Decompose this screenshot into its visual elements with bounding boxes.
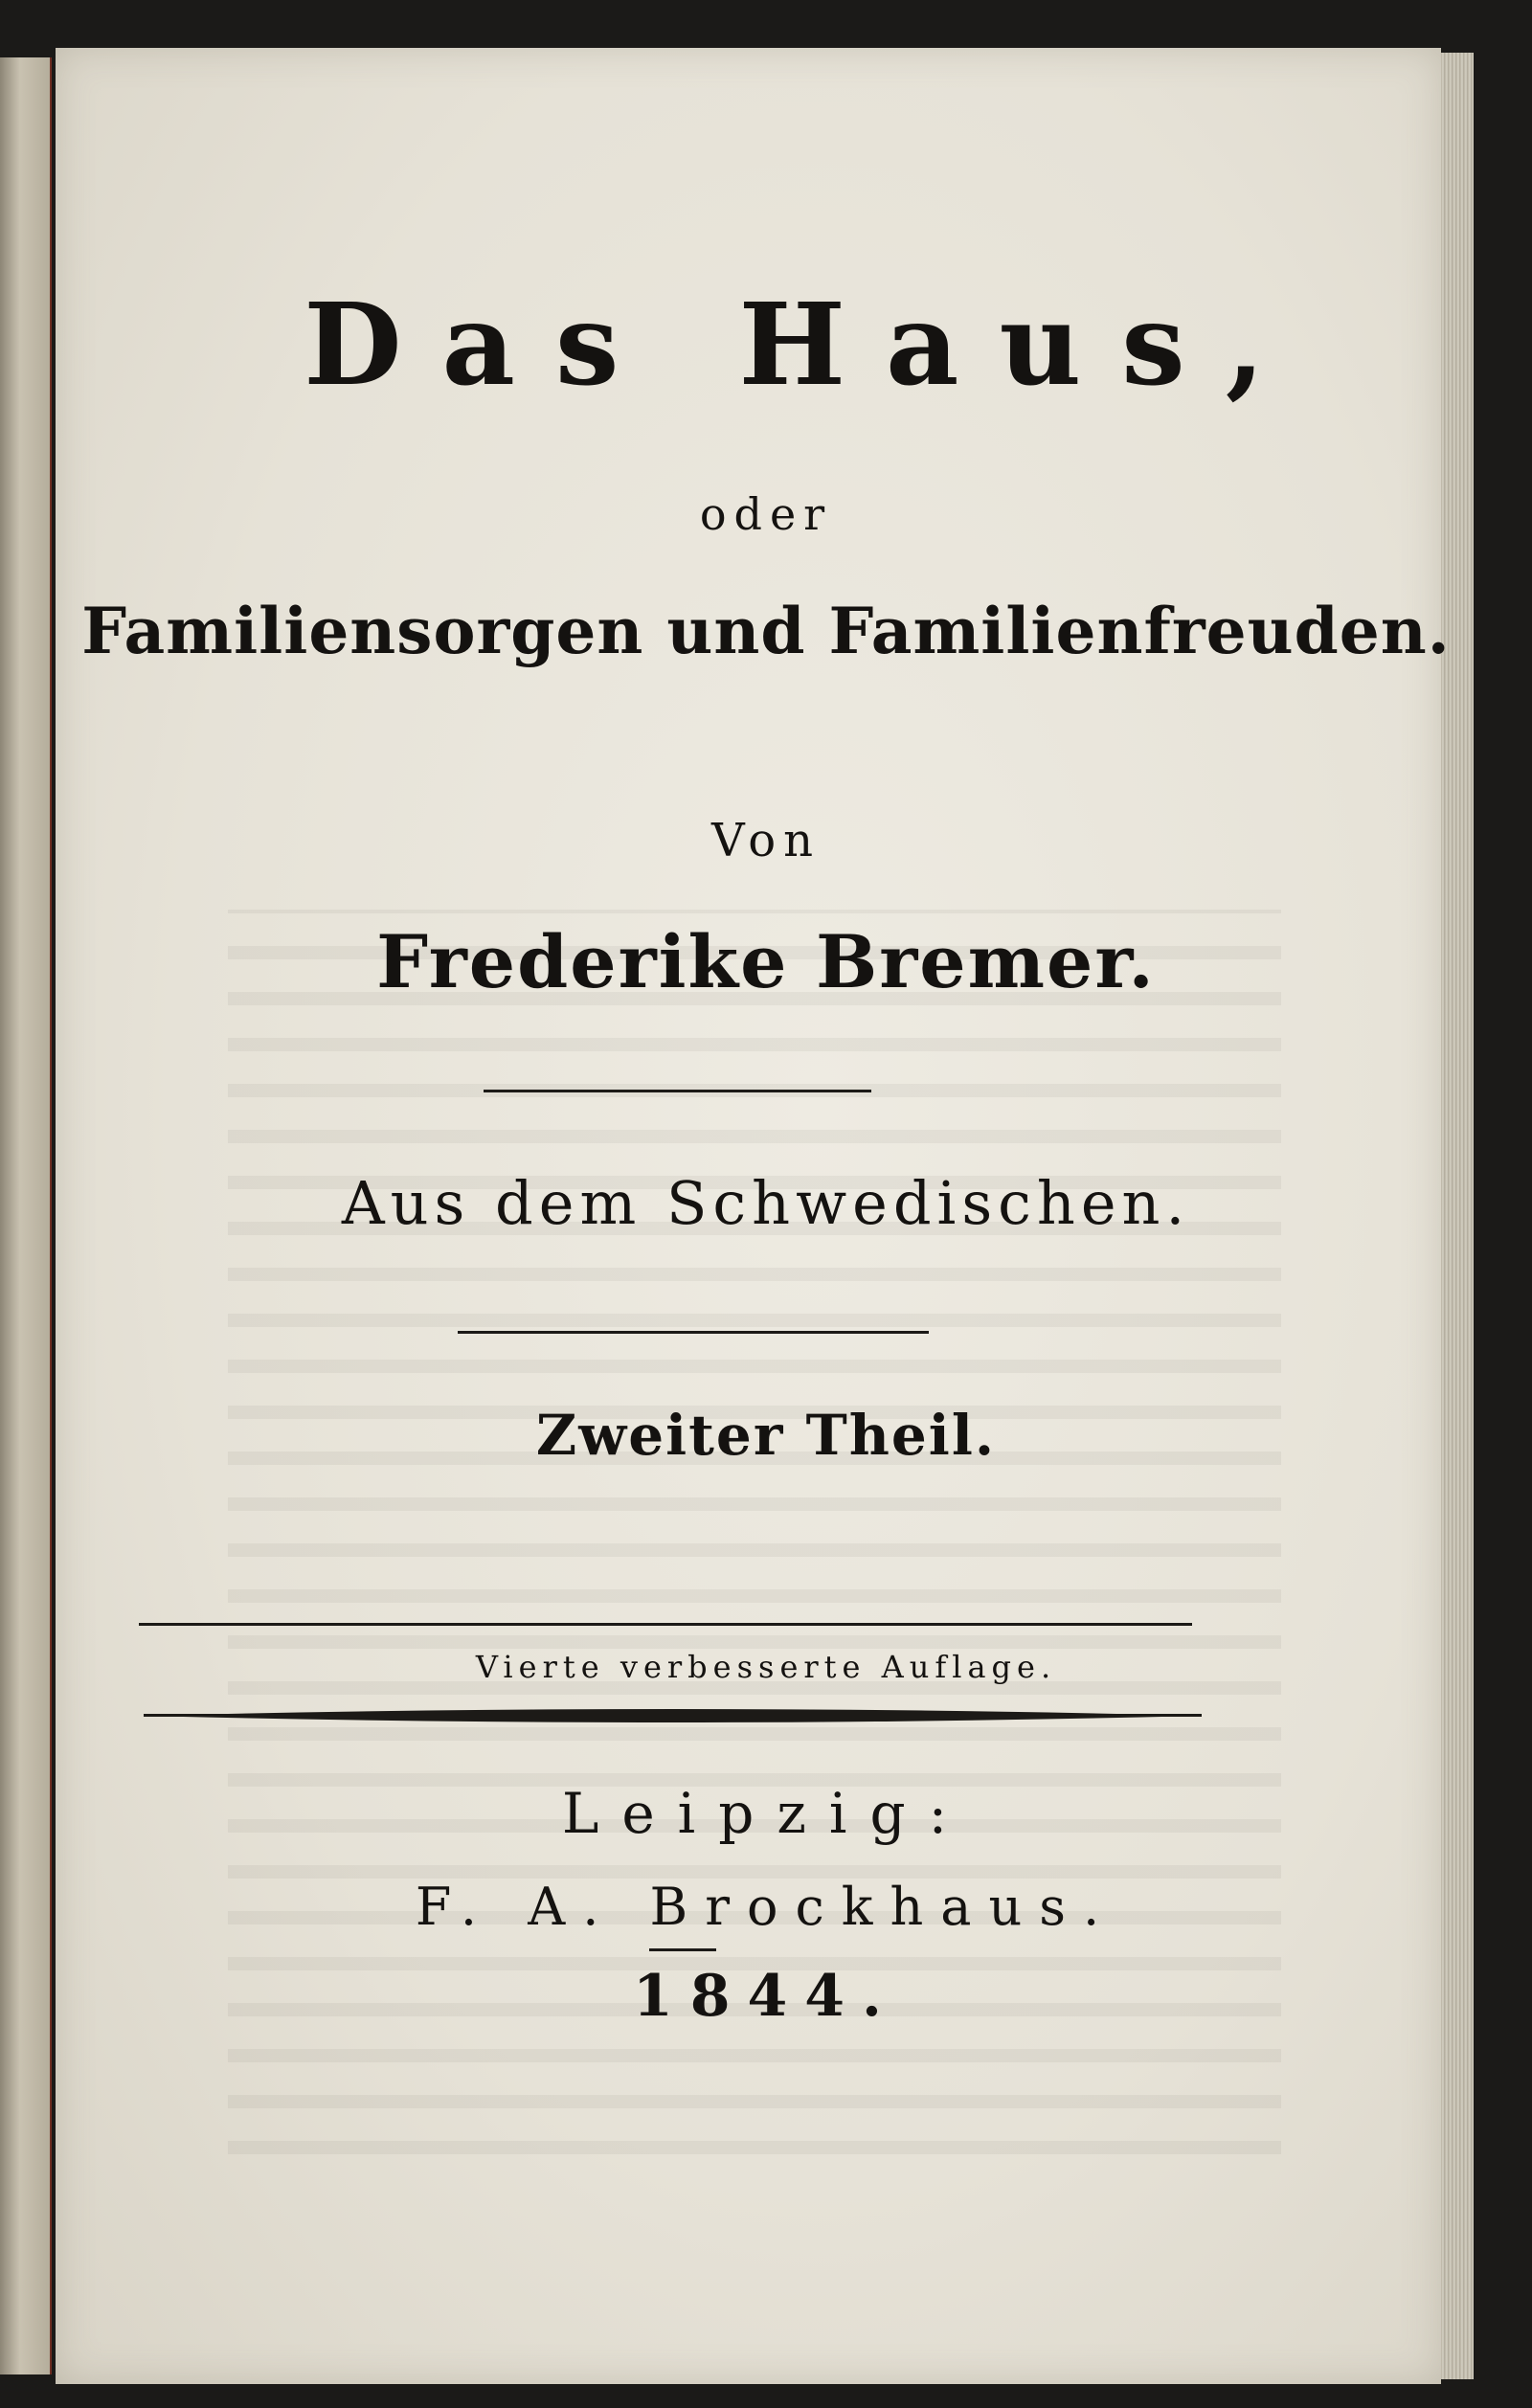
divider-rule-5 bbox=[649, 1948, 716, 1951]
edition-note: Vierte verbesserte Auflage. bbox=[475, 1649, 1057, 1685]
ornamental-swell-rule bbox=[144, 1704, 1202, 1729]
author-name: Frederike Bremer. bbox=[376, 919, 1156, 1004]
imprint-publisher: F. A. Brockhaus. bbox=[415, 1877, 1117, 1937]
by-line: Von bbox=[710, 814, 822, 867]
book-title: Das Haus, bbox=[304, 278, 1305, 411]
divider-rule-3 bbox=[139, 1623, 1192, 1626]
translation-note: Aus dem Schwedischen. bbox=[341, 1168, 1191, 1238]
book-subtitle: Familiensorgen und Familienfreuden. bbox=[81, 594, 1451, 668]
divider-rule-1 bbox=[484, 1090, 871, 1092]
divider-rule-2 bbox=[458, 1331, 929, 1334]
volume-part: Zweiter Theil. bbox=[535, 1403, 997, 1468]
imprint-city: Leipzig: bbox=[561, 1781, 971, 1846]
title-conjunction: oder bbox=[699, 488, 833, 540]
imprint-year: 1844. bbox=[633, 1963, 899, 2030]
